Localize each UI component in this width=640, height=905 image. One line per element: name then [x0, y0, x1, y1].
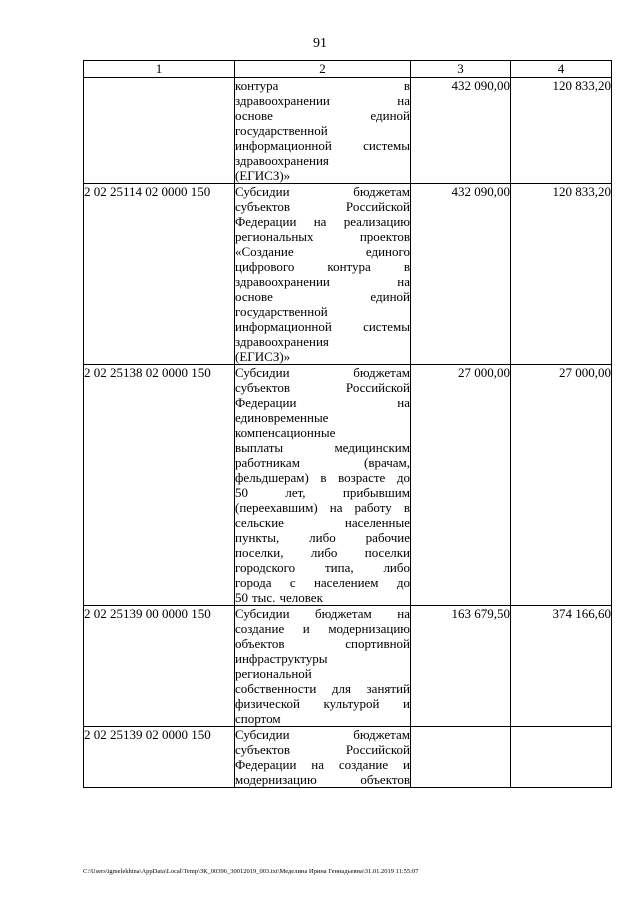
- amount-col4-cell: [511, 727, 612, 788]
- amount-col3-cell: 27 000,00: [411, 365, 511, 606]
- description-line: здравоохранении на: [235, 93, 410, 108]
- column-header-1: 1: [84, 61, 235, 78]
- description-line: здравоохранении на: [235, 274, 410, 289]
- description-line: выплаты медицинским: [235, 440, 410, 455]
- description-cell: [235, 365, 411, 606]
- description-line: здравоохранения: [235, 153, 329, 168]
- description-line: города с населением до: [235, 575, 410, 590]
- description-line: субъектов Российской: [235, 380, 410, 395]
- description-line: сельские населенные: [235, 515, 410, 530]
- description-line: государственной: [235, 123, 328, 138]
- description-cell: [235, 184, 411, 365]
- description-line: собственности для занятий: [235, 681, 410, 696]
- description-line: Федерации на реализацию: [235, 214, 410, 229]
- amount-col3-cell: 163 679,50: [411, 606, 511, 727]
- description-line: модернизацию объектов: [235, 772, 410, 787]
- description-line: компенсационные: [235, 425, 336, 440]
- column-header-3: 3: [411, 61, 511, 78]
- page-number: 91: [313, 36, 327, 51]
- description-line: субъектов Российской: [235, 742, 410, 757]
- amount-col4-cell: 120 833,20: [511, 78, 612, 184]
- description-line: информационной системы: [235, 138, 410, 153]
- table-row: [84, 365, 612, 606]
- description-line: объектов спортивной: [235, 636, 410, 651]
- description-line: (ЕГИСЗ)»: [235, 168, 291, 183]
- description-line: основе единой: [235, 108, 410, 123]
- description-line: единовременные: [235, 410, 329, 425]
- description-line: основе единой: [235, 289, 410, 304]
- description-line: (переехавшим) на работу в: [235, 500, 410, 515]
- table-row: [84, 184, 612, 365]
- column-header-2: 2: [235, 61, 411, 78]
- description-line: Федерации на: [235, 395, 410, 410]
- description-line: субъектов Российской: [235, 199, 410, 214]
- description-line: Субсидии бюджетам: [235, 365, 410, 380]
- description-line: здравоохранения: [235, 334, 329, 349]
- amount-col3-cell: 432 090,00: [411, 78, 511, 184]
- budget-code-cell: 2 02 25139 00 0000 150: [84, 606, 235, 727]
- description-line: цифрового контура в: [235, 259, 410, 274]
- budget-code-cell: [84, 78, 235, 184]
- description-cell: [235, 727, 411, 788]
- budget-code-cell: 2 02 25138 02 0000 150: [84, 365, 235, 606]
- description-line: поселки, либо поселки: [235, 545, 410, 560]
- footer-file-path: C:\Users\igmelekhina\AppData\Local\Temp\ЗК_00396_30012019_003.txt\Меделина Ирина Геннадьевна\31.01.2019 11:55:07: [83, 868, 419, 875]
- description-line: Субсидии бюджетам: [235, 727, 410, 742]
- amount-col4-cell: 27 000,00: [511, 365, 612, 606]
- budget-table: [83, 60, 612, 788]
- amount-col3-cell: 432 090,00: [411, 184, 511, 365]
- amount-col4-cell: 374 166,60: [511, 606, 612, 727]
- description-line: 50 тыс. человек: [235, 590, 323, 605]
- description-line: работникам (врачам,: [235, 455, 410, 470]
- description-line: инфраструктуры: [235, 651, 328, 666]
- description-line: контура в: [235, 78, 410, 93]
- description-line: пункты, либо рабочие: [235, 530, 410, 545]
- description-line: физической культурой и: [235, 696, 410, 711]
- budget-code-cell: 2 02 25114 02 0000 150: [84, 184, 235, 365]
- description-line: 50 лет, прибывшим: [235, 485, 410, 500]
- description-line: городского типа, либо: [235, 560, 410, 575]
- table-header-row: [84, 61, 612, 78]
- description-line: государственной: [235, 304, 328, 319]
- description-line: Субсидии бюджетам на: [235, 606, 410, 621]
- description-cell: [235, 78, 411, 184]
- column-header-4: 4: [511, 61, 612, 78]
- description-line: региональных проектов: [235, 229, 410, 244]
- description-line: Субсидии бюджетам: [235, 184, 410, 199]
- amount-col4-cell: 120 833,20: [511, 184, 612, 365]
- description-cell: [235, 606, 411, 727]
- description-line: информационной системы: [235, 319, 410, 334]
- table-row: [84, 727, 612, 788]
- description-line: фельдшерам) в возрасте до: [235, 470, 410, 485]
- amount-col3-cell: [411, 727, 511, 788]
- description-line: (ЕГИСЗ)»: [235, 349, 291, 364]
- table-row: [84, 78, 612, 184]
- table-row: [84, 606, 612, 727]
- description-line: Федерации на создание и: [235, 757, 410, 772]
- description-line: «Создание единого: [235, 244, 410, 259]
- description-line: региональной: [235, 666, 312, 681]
- description-line: спортом: [235, 711, 281, 726]
- budget-code-cell: 2 02 25139 02 0000 150: [84, 727, 235, 788]
- description-line: создание и модернизацию: [235, 621, 410, 636]
